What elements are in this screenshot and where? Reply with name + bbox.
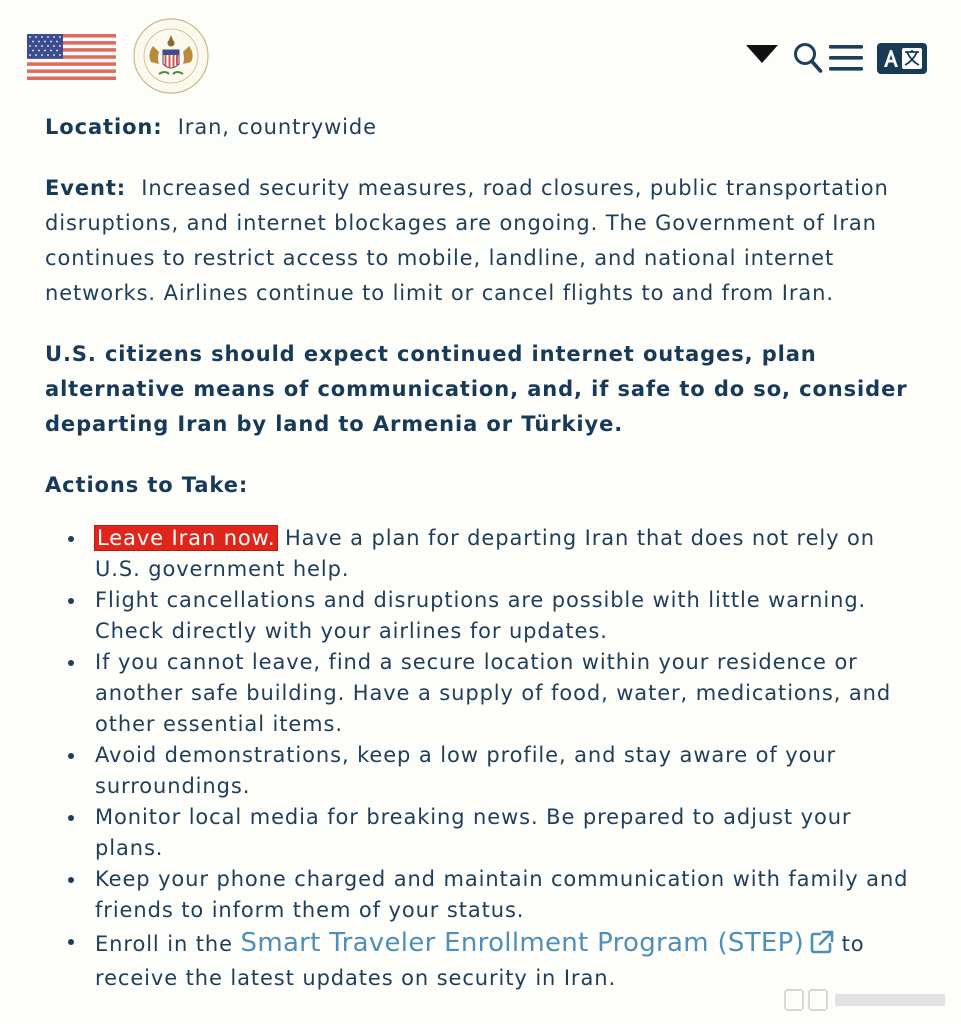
list-item: [95, 523, 925, 585]
hamburger-menu-icon[interactable]: [829, 44, 863, 72]
list-item: [95, 864, 925, 926]
actions-heading-paragraph: [45, 468, 925, 503]
list-item-text: Keep your phone charged and maintain communication with family and friends to inform them of your status.: [95, 867, 909, 922]
header-toolbar: [745, 40, 935, 76]
alert-body: [45, 110, 925, 995]
list-item-text: Monitor local media for breaking news. Be prepared to adjust your plans.: [95, 805, 852, 860]
list-item-text: Avoid demonstrations, keep a low profile, and stay aware of your surroundings.: [95, 743, 837, 798]
actions-list: [45, 523, 925, 995]
step-link-label[interactable]: Smart Traveler Enrollment Program (STEP): [240, 928, 805, 958]
list-item: [95, 740, 925, 802]
step-enrollment-link[interactable]: [241, 928, 835, 958]
list-item-text: Have a plan for departing Iran that does not rely on U.S. government help.: [95, 526, 876, 581]
list-item-text: Flight cancellations and disruptions are possible with little warning. Check directly with your airlines for updates.: [95, 588, 867, 643]
site-header: [0, 0, 961, 100]
leave-now-highlight: Leave Iran now.: [97, 526, 276, 550]
list-item-text: If you cannot leave, find a secure location within your residence or another safe building. Have a supply of food, water, medications, and other essential items.: [95, 650, 892, 736]
watermark-logo-icon: [783, 986, 953, 1014]
list-item-text: to receive the latest updates on security in Iran.: [95, 932, 865, 990]
list-item-text: Enroll in the: [95, 932, 241, 956]
translate-icon[interactable]: [877, 43, 927, 74]
list-item: [95, 585, 925, 647]
list-item: [95, 647, 925, 740]
list-item: [95, 926, 925, 995]
location-label: Location:: [45, 115, 163, 139]
location-value: Iran, countrywide: [177, 115, 377, 139]
event-text: Increased security measures, road closures, public transportation disruptions, and internet blockages are ongoing. The Government of Iran continues to restrict access to mobile, landline, and national internet networks. Airlines continue to limit or cancel flights to and from Iran.: [45, 176, 889, 305]
caret-down-icon[interactable]: [745, 44, 779, 64]
location-paragraph: [45, 110, 925, 145]
external-link-icon[interactable]: [810, 930, 834, 954]
us-flag-icon[interactable]: [27, 34, 116, 80]
callout-paragraph: U.S. citizens should expect continued internet outages, plan alternative means of communication, and, if safe to do so, consider departing Iran by land to Armenia or Türkiye.: [45, 342, 908, 436]
search-icon[interactable]: [793, 42, 823, 74]
list-item: [95, 802, 925, 864]
event-label: Event:: [45, 176, 127, 200]
actions-heading: Actions to Take:: [45, 473, 249, 497]
event-paragraph: [45, 171, 925, 311]
us-embassy-seal-icon[interactable]: [133, 18, 209, 94]
